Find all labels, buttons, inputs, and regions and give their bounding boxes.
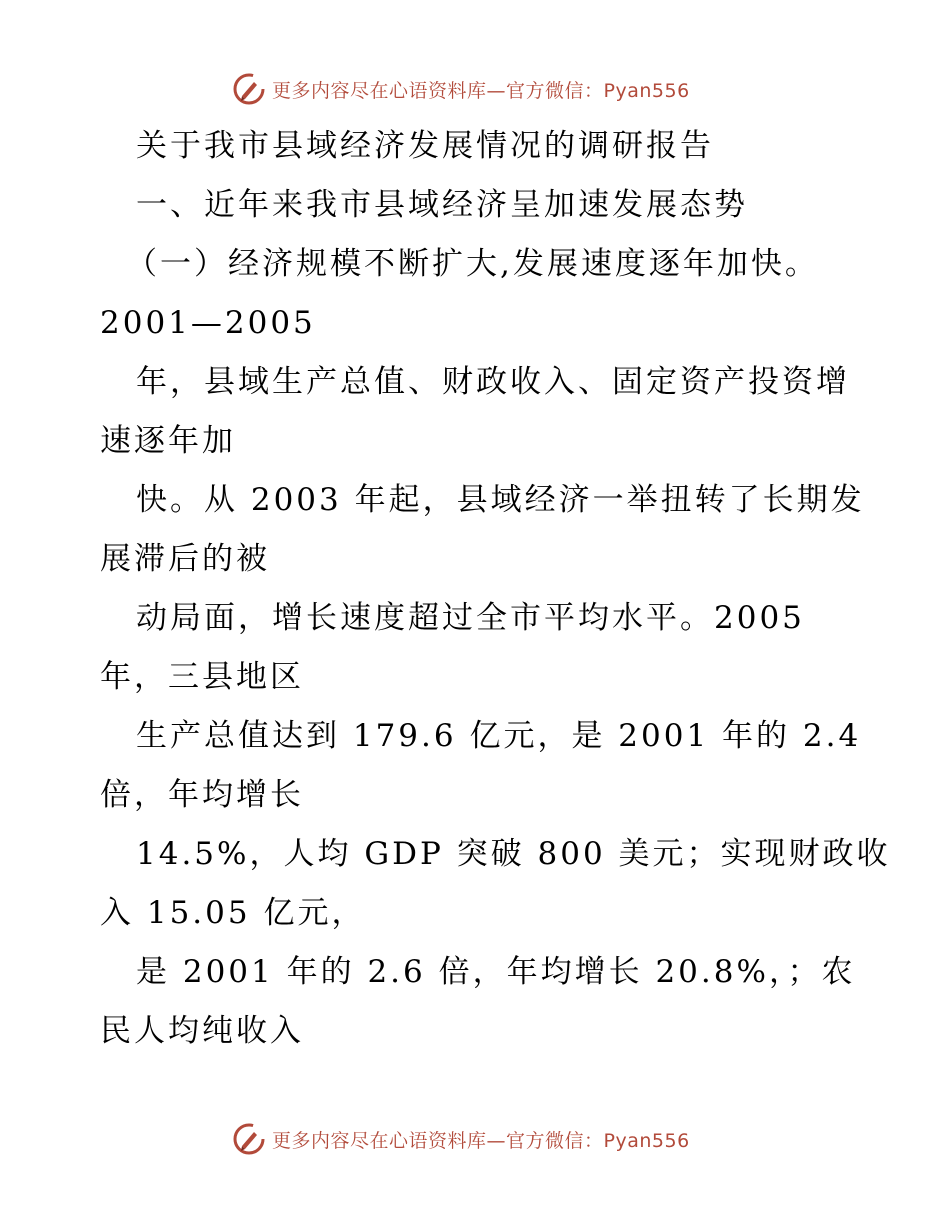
watermark-header bbox=[232, 72, 690, 106]
text-line: （一）经济规模不断扩大,发展速度逐年加快。 bbox=[126, 246, 819, 282]
text-line: 展滞后的被 bbox=[100, 541, 270, 577]
text-line: 快。从 2003 年起，县域经济一举扭转了长期发 bbox=[136, 482, 865, 518]
document-title: 关于我市县域经济发展情况的调研报告 bbox=[136, 128, 714, 164]
text-line: 民人均纯收入 bbox=[100, 1013, 304, 1049]
watermark-text: 更多内容尽在心语资料库—官方微信：Pyan556 bbox=[272, 79, 690, 102]
text-line: 动局面，增长速度超过全市平均水平。2005 bbox=[136, 600, 805, 636]
text-line: 生产总值达到 179.6 亿元，是 2001 年的 2.4 bbox=[136, 718, 862, 754]
text-line: 速逐年加 bbox=[100, 423, 236, 459]
pen-logo-icon bbox=[232, 72, 266, 106]
text-line: 14.5%，人均 GDP 突破 800 美元；实现财政收 bbox=[136, 836, 891, 872]
text-line: 入 15.05 亿元， bbox=[100, 895, 366, 931]
text-line: 年，县域生产总值、财政收入、固定资产投资增 bbox=[136, 364, 850, 400]
watermark-footer bbox=[232, 1122, 690, 1156]
pen-logo-icon bbox=[232, 1122, 266, 1156]
watermark-text: 更多内容尽在心语资料库—官方微信：Pyan556 bbox=[272, 1129, 690, 1152]
text-line: 倍，年均增长 bbox=[100, 777, 304, 813]
text-line: 年，三县地区 bbox=[100, 659, 304, 695]
text-line: 2001—2005 bbox=[100, 305, 316, 341]
text-line: 是 2001 年的 2.6 倍，年均增长 20.8%，；农 bbox=[136, 954, 856, 990]
section-heading: 一、近年来我市县域经济呈加速发展态势 bbox=[136, 187, 748, 223]
